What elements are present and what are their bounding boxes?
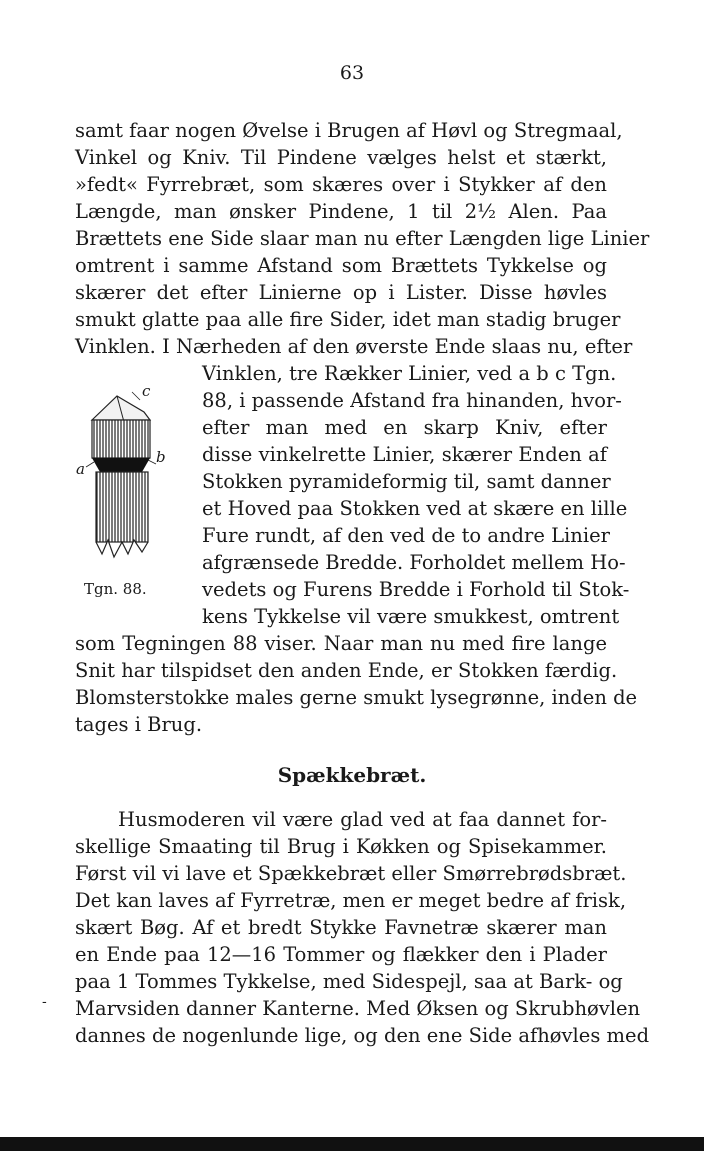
text-line: skærer det efter Linierne op i Lister. Disse høvles	[75, 281, 607, 304]
text-line: Vinkel og Kniv. Til Pindene vælges helst et stærkt,	[75, 146, 607, 169]
margin-mark: -	[42, 994, 47, 1010]
page-number: 63	[339, 62, 365, 84]
text-line: Stokken pyramideformig til, samt danner	[202, 470, 611, 493]
page-bottom-edge	[0, 1137, 704, 1151]
text-line: omtrent i samme Afstand som Brættets Tykkelse og	[75, 254, 607, 277]
text-line: en Ende paa 12—16 Tommer og flækker den i Plader	[75, 943, 607, 966]
text-line: paa 1 Tommes Tykkelse, med Sidespejl, saa at Bark- og	[75, 970, 623, 993]
text-line: Snit har tilspidset den anden Ende, er Stokken færdig.	[75, 659, 618, 682]
text-line: tages i Brug.	[75, 713, 203, 736]
figure-label-c: c	[142, 382, 151, 400]
text-line: Det kan laves af Fyrretræ, men er meget bedre af frisk,	[75, 889, 627, 912]
text-line: Husmoderen vil være glad ved at faa dannet for-	[118, 808, 607, 831]
figure-caption: Tgn. 88.	[84, 580, 147, 598]
text-line: Længde, man ønsker Pindene, 1 til 2½ Alen. Paa	[75, 200, 607, 223]
text-line: Vinklen. I Nærheden af den øverste Ende slaas nu, efter	[75, 335, 633, 358]
text-line: 88, i passende Afstand fra hinanden, hvor-	[202, 389, 622, 412]
text-line: et Hoved paa Stokken ved at skære en lille	[202, 497, 628, 520]
text-line: Først vil vi lave et Spækkebræt eller Smørrebrødsbræt.	[75, 862, 627, 885]
text-line: skært Bøg. Af et bredt Stykke Favnetræ skærer man	[75, 916, 607, 939]
text-line: Marvsiden danner Kanterne. Med Øksen og Skrubhøvlen	[75, 997, 641, 1020]
text-line: Fure rundt, af den ved de to andre Linier	[202, 524, 610, 547]
text-line: »fedt« Fyrrebræt, som skæres over i Stykker af den	[75, 173, 607, 196]
text-line: Vinklen, tre Rækker Linier, ved a b c Tgn.	[202, 362, 617, 385]
text-line: Blomsterstokke males gerne smukt lysegrønne, inden de	[75, 686, 638, 709]
figure-label-b: b	[156, 448, 166, 466]
text-line: skellige Smaating til Brug i Køkken og Spisekammer.	[75, 835, 607, 858]
figure-stick-illustration	[72, 382, 182, 582]
text-line: samt faar nogen Øvelse i Brugen af Høvl og Stregmaal,	[75, 119, 623, 142]
figure-label-a: a	[76, 460, 85, 478]
text-line: disse vinkelrette Linier, skærer Enden af	[202, 443, 607, 466]
section-heading: Spækkebræt.	[277, 763, 427, 787]
text-line: Brættets ene Side slaar man nu efter Længden lige Linier	[75, 227, 650, 250]
text-line: som Tegningen 88 viser. Naar man nu med fire lange	[75, 632, 607, 655]
text-line: kens Tykkelse vil være smukkest, omtrent	[202, 605, 620, 628]
text-line: smukt glatte paa alle fire Sider, idet man stadig bruger	[75, 308, 621, 331]
text-line: efter man med en skarp Kniv, efter	[202, 416, 607, 439]
text-line: dannes de nogenlunde lige, og den ene Side afhøvles med	[75, 1024, 650, 1047]
text-line: vedets og Furens Bredde i Forhold til Stok-	[202, 578, 630, 601]
text-line: afgrænsede Bredde. Forholdet mellem Ho-	[202, 551, 626, 574]
